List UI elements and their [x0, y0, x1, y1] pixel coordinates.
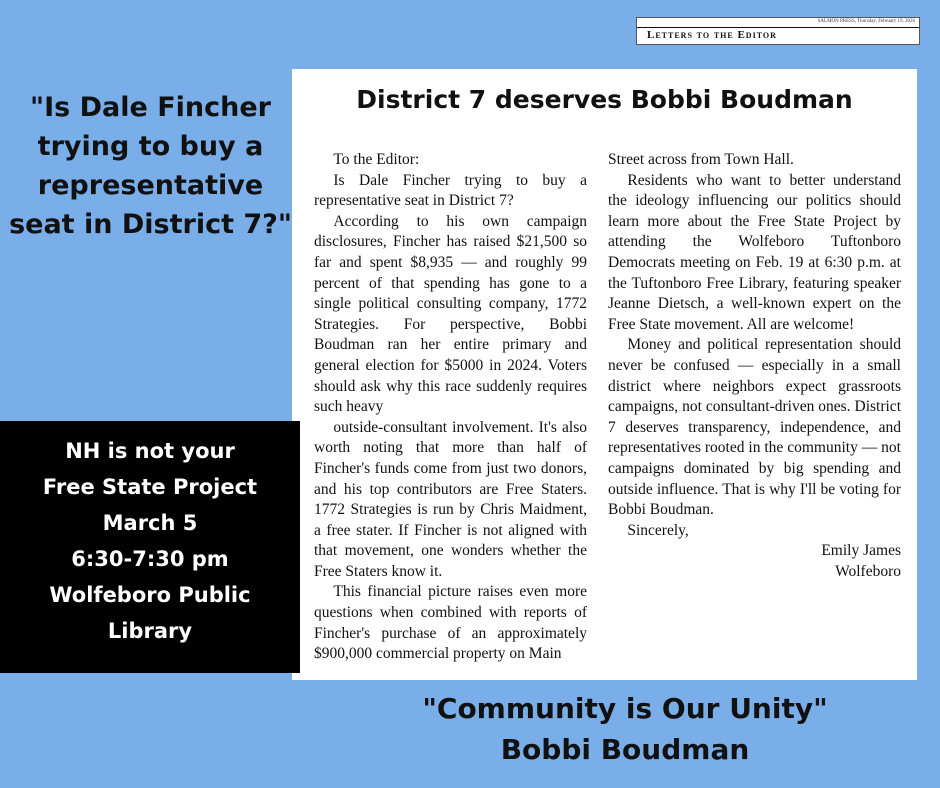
letter-paragraph: Money and political representation should never be confused — especially in a small district where neighbors expect grassroots campaigns, not consultant-driven ones. District 7 deserves transparency, independence, and representatives rooted in the community — not campaigns dominated by big spending and outside influence. That is why I'll be voting for Bobbi Boudman.	[608, 336, 901, 519]
event-box	[0, 421, 300, 673]
quote-attribution: Bobbi Boudman	[500, 733, 750, 766]
letter-column-right	[608, 150, 901, 670]
letter-paragraph: Street across from Town Hall.	[608, 151, 794, 168]
letter-paragraph: To the Editor:	[333, 151, 420, 168]
signature-name: Emily James	[821, 542, 901, 560]
event-venue: Library	[107, 619, 193, 643]
letter-clipping	[292, 69, 917, 680]
letter-closing: Sincerely,	[627, 521, 689, 539]
newspaper-masthead	[636, 17, 920, 45]
event-line: Free State Project	[42, 475, 258, 499]
bottom-quote	[380, 688, 870, 770]
event-venue: Wolfeboro Public	[49, 583, 251, 607]
letter-paragraph: This financial picture raises even more questions when combined with reports of Fincher's purchase of an approximately $900,000 commercial property on Main	[314, 583, 587, 663]
masthead-title: Letters to the Editor	[647, 29, 777, 41]
letter-paragraph: Is Dale Fincher trying to buy a representative seat in District 7?	[314, 171, 587, 210]
masthead-dateline: SALMON PRESS, Thursday, February 19, 2026	[817, 19, 915, 24]
event-line: NH is not your	[65, 439, 235, 463]
letter-paragraph: outside-consultant involvement. It's also worth noting that more than half of Fincher's funds come from just two donors, and his top contributors are Free Staters. 1772 Strategies is run by Chris Maidment, a free stater. If Fincher is not aligned with that movement, one wonders whether the Free Staters know it.	[314, 418, 587, 580]
letter-paragraph: Residents who want to better understand the ideology influencing our politics should learn more about the Free State Project by attending the Wolfeboro Tuftonboro Democrats meeting on Feb. 19 at 6:30 p.m. at the Tuftonboro Free Library, featuring speaker Jeanne Dietsch, a well-known expert on the Free State movement. All are welcome!	[608, 171, 901, 333]
event-date: March 5	[102, 511, 198, 535]
signature-town: Wolfeboro	[835, 562, 901, 580]
masthead-rule	[637, 27, 919, 28]
left-quote: "Is Dale Fincher trying to buy a representative seat in District 7?"	[9, 92, 292, 240]
letter-column-left	[314, 150, 587, 670]
letter-headline: District 7 deserves Bobbi Boudman	[356, 85, 853, 114]
quote-text: "Community is Our Unity"	[422, 692, 828, 725]
event-time: 6:30-7:30 pm	[71, 547, 229, 571]
letter-paragraph: According to his own campaign disclosures, Fincher has raised $21,500 so far and spent $8,935 — and roughly 99 percent of that spending has gone to a single political consulting company, 1772 Strategies. For perspective, Bobbi Boudman ran her entire primary and general election for $5000 in 2024. Voters should ask why this race suddenly requires such heavy	[314, 212, 587, 416]
